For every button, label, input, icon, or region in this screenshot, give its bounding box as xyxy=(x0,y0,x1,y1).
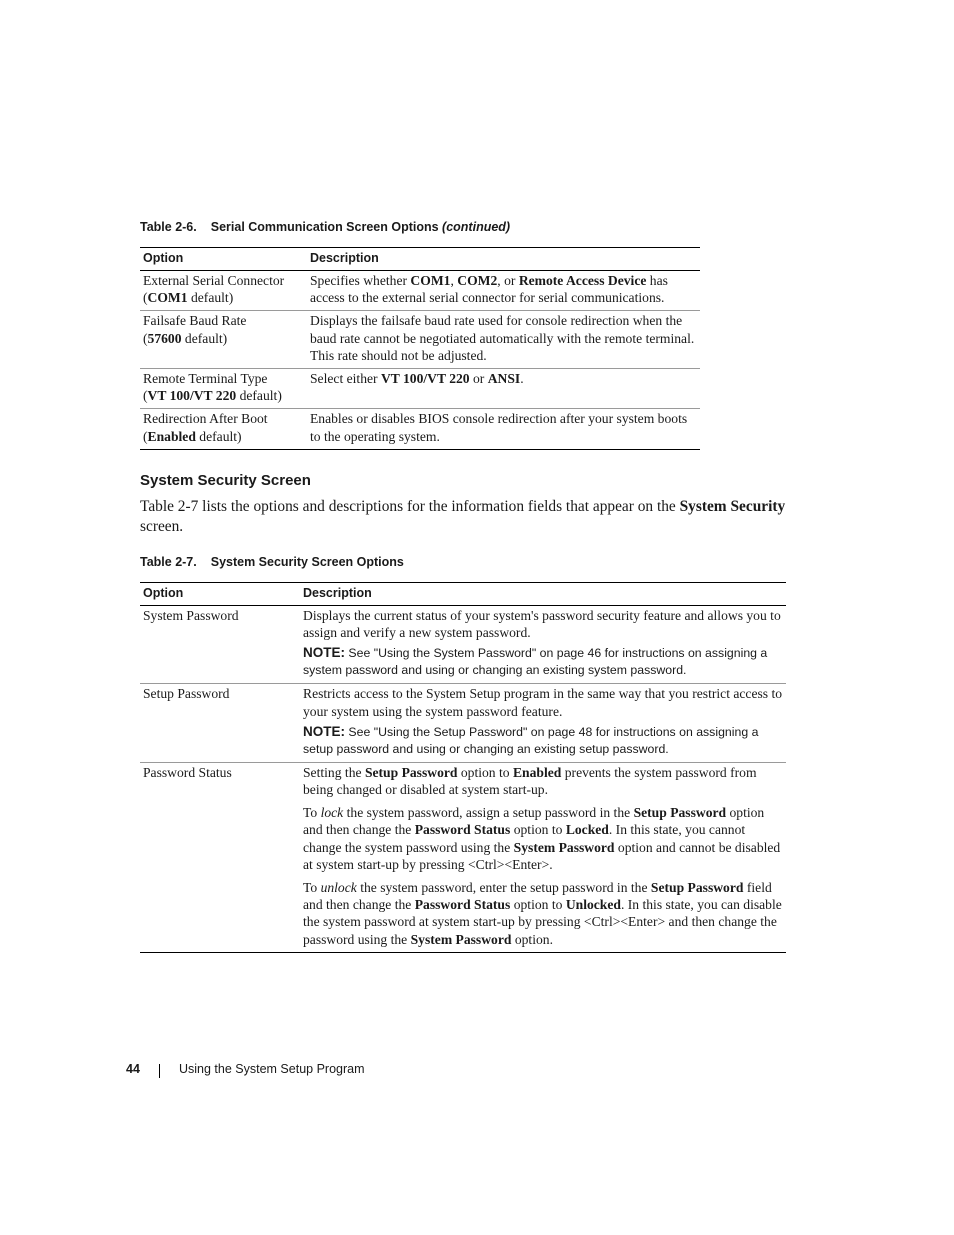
column-header-option: Option xyxy=(140,583,300,606)
table-row xyxy=(140,409,700,449)
table-caption-2-6 xyxy=(140,220,510,234)
note-label: NOTE: xyxy=(303,645,345,661)
table-row xyxy=(140,311,700,369)
description-paragraph: To unlock the system password, enter the setup password in the Setup Password field and then change the Password Status option to Unlocked. In this state, you can disable the system password at system start-up by pressing <Ctrl><Enter> and then change the password using the System Password option. xyxy=(303,880,782,947)
system-security-options-table xyxy=(140,582,786,953)
table-continued-label: (continued) xyxy=(442,220,511,234)
description-paragraph: To lock the system password, assign a setup password in the Setup Password option and then change the Password Status option to Locked. In this state, you cannot change the system password using the System Password option and cannot be disabled at system start-up by pressing <Ctrl><Enter>. xyxy=(303,805,781,872)
description-cell: Restricts access to the System Setup program in the same way that you restrict access to your system using the system password feature. NOTE: See "Using the Setup Password" on page 48 for instructions on assigning a setup password and using or changing an existing setup password. xyxy=(300,684,786,762)
option-cell: External Serial Connector (COM1 default) xyxy=(140,271,307,311)
table-row xyxy=(140,762,786,952)
table-number: Table 2-6. xyxy=(140,220,197,234)
footer-divider xyxy=(159,1064,160,1078)
column-header-description: Description xyxy=(307,248,700,271)
option-cell: Setup Password xyxy=(140,684,300,762)
table-row xyxy=(140,684,786,762)
description-cell: Displays the current status of your system's password security feature and allows you to assign and verify a new system password. NOTE: See "Using the System Password" on page 46 for instructions on assigning a system password and using or changing an existing system password. xyxy=(300,606,786,684)
description-cell: Select either VT 100/VT 220 or ANSI. xyxy=(307,369,700,409)
table-header-row xyxy=(140,248,700,271)
option-cell: Failsafe Baud Rate (57600 default) xyxy=(140,311,307,369)
note: NOTE: See "Using the System Password" on page 46 for instructions on assigning a system password and using or changing an existing system password. xyxy=(303,645,768,678)
description-cell: Displays the failsafe baud rate used for console redirection when the baud rate cannot be negotiated automatically with the remote terminal. This rate should not be adjusted. xyxy=(307,311,700,369)
table-header-row xyxy=(140,583,786,606)
table-row xyxy=(140,369,700,409)
table-title: System Security Screen Options xyxy=(210,555,404,569)
description-cell: Specifies whether COM1, COM2, or Remote Access Device has access to the external serial connector for serial communications. xyxy=(307,271,700,311)
serial-communication-options-table xyxy=(140,247,700,450)
description-cell xyxy=(300,762,786,952)
column-header-description: Description xyxy=(300,583,786,606)
chapter-title: Using the System Setup Program xyxy=(179,1062,365,1076)
table-row xyxy=(140,271,700,311)
description-paragraph: Setting the Setup Password option to Enabled prevents the system password from being changed or disabled at system start-up. xyxy=(303,764,757,798)
column-header-option: Option xyxy=(140,248,307,271)
table-row xyxy=(140,606,786,684)
option-cell: Remote Terminal Type (VT 100/VT 220 default) xyxy=(140,369,307,409)
section-heading: System Security Screen xyxy=(140,472,311,489)
note-label: NOTE: xyxy=(303,723,345,739)
table-title: Serial Communication Screen Options xyxy=(210,220,439,234)
table-caption-2-7 xyxy=(140,555,404,569)
option-cell: Redirection After Boot (Enabled default) xyxy=(140,409,307,449)
option-cell: Password Status xyxy=(140,762,300,952)
option-cell: System Password xyxy=(140,606,300,684)
table-number: Table 2-7. xyxy=(140,555,197,569)
section-paragraph: Table 2-7 lists the options and descriptions for the information fields that appear on the System Security screen. xyxy=(140,498,786,535)
description-cell: Enables or disables BIOS console redirection after your system boots to the operating system. xyxy=(307,409,700,449)
note: NOTE: See "Using the Setup Password" on page 48 for instructions on assigning a setup password and using or changing an existing setup password. xyxy=(303,723,759,756)
page-number: 44 xyxy=(126,1062,140,1076)
page-footer xyxy=(126,1062,365,1076)
